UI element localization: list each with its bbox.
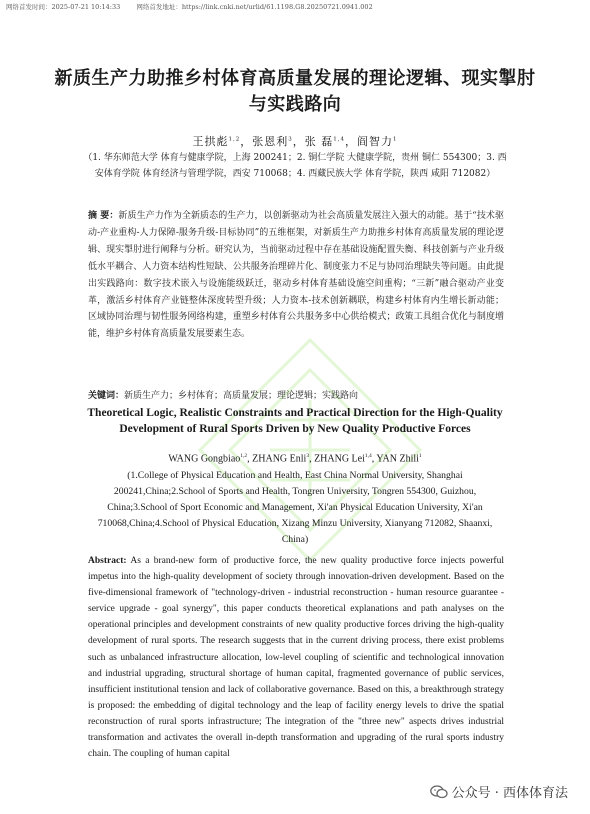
download-address: 网络首发地址：https://link.cnki.net/urlid/61.1198.G8.20250721.0941.002 xyxy=(136,3,373,11)
author-affil-mark: 1,4 xyxy=(364,453,372,459)
affiliations-en: (1.College of Physical Education and Health, East China Normal University, Shanghai 200241,China;2.School of Sports and Health, Tongren University, Tongren 554300, Guizhou, China;3.School of Sport Economic and Management, Xi'an Physical Education University, Xi'an 710068,China;4.School of Physical Education, Xizang Minzu University, Xianyang 712082, Shaanxi, China) xyxy=(97,470,493,545)
abstract-text-en: As a brand-new form of productive force, the new quality productive force injects powerful impetus into the high-quality development of society through innovation-driven development. Based on the five-dimensional framework of "technology-driven - industrial reconstruction - human resource guarantee - service upgrade - goal synergy", this paper conducts theoretical explanations and path analyses on the operational principles and development constraints of new quality productive forces driving the high-quality development of rural sports. The research suggests that in the current driving process, there exist problems such as unbalanced infrastructure allocation, low-level coupling of scientific and technological innovation and industrial upgrading, structural shortage of human capital, fragmented governance of public services, insufficient institutional tension and lack of collaborative governance. Based on this, a breakthrough strategy is proposed: the embedding of digital technology and the leap of facility energy levels to drive the spatial reconstruction of rural sports infrastructure; The integration of the "three new" aspects drives industrial transformation and activates the overall in-depth transformation and upgrading of the rural sports industry chain. The coupling of human capital xyxy=(88,556,504,760)
author-affil-mark: 1,2 xyxy=(228,136,241,143)
abstract-label-en: Abstract: xyxy=(88,556,127,566)
author-affil-mark: 3 xyxy=(306,453,310,459)
author-name: 张 磊 xyxy=(304,135,334,148)
author-name: WANG Gongbiao xyxy=(168,453,241,465)
author-name: 阎智力 xyxy=(357,135,393,148)
author-name: 王拱彪 xyxy=(192,135,229,148)
wechat-icon xyxy=(430,785,448,799)
affiliations-zh: （1. 华东师范大学 体育与健康学院，上海 200241；2. 铜仁学院 大健康学院，贵州 铜仁 554300；3. 西安体育学院 体育经济与管理学院，西安 710068；4. 西藏民族大学 体育学院，陕西 咸阳 712082） xyxy=(83,153,507,179)
paper-title-zh: 新质生产力助推乡村体育高质量发展的理论逻辑、现实掣肘与实践路向 xyxy=(54,68,536,115)
keywords-label-zh: 关键词： xyxy=(88,391,125,401)
author-affil-mark: 3 xyxy=(288,136,293,143)
author-affil-mark: 1,2 xyxy=(240,453,248,459)
abstract-zh xyxy=(88,208,504,343)
author-name: YAN Zhili xyxy=(376,453,419,465)
author-name: ZHANG Lei xyxy=(314,453,365,465)
wechat-watermark xyxy=(426,780,572,803)
paper-title-en: Theoretical Logic, Realistic Constraints and Practical Direction for the High-Quality Development of Rural Sports Driven by New Quality Productive Forces xyxy=(87,407,503,435)
author-affil-mark: 1,4 xyxy=(333,136,345,143)
watermark-text: 公众号 · 西体体育法 xyxy=(451,786,568,801)
author-list-zh: 王拱彪$^{1,2}$，张恩利$^3$，张 磊$^{1,4}$，阎智力$^1$ xyxy=(192,135,398,148)
abstract-text-zh: 新质生产力作为全新质态的生产力，以创新驱动为社会高质量发展注入强大的动能。基于“技术驱动-产业重构-人力保障-服务升级-目标协同”的五维框架，对新质生产力助推乡村体育高质量发展的理论逻辑、现实掣肘进行阐释与分析。研究认为，当前驱动过程中存在基础设施配置失衡、科技创新与产业升级低水平耦合、人力资本结构性短缺、公共服务治理碎片化、制度张力不足与协同治理缺失等问题。由此提出实践路向：数字技术嵌入与设施能级跃迁，驱动乡村体育基础设施空间重构；“三新”融合驱动产业变革，激活乡村体育产业链整体深度转型升级；人力资本-技术创新耦联，构建乡村体育内生增长新动能；区域协同治理与韧性服务网络构建，重塑乡村体育公共服务多中心供给模式；政策工具组合优化与制度增能，维护乡村体育高质量发展要素生态。 xyxy=(88,211,504,340)
download-time: 网络首发时间：2025-07-21 10:14:33 xyxy=(6,3,121,11)
keywords-zh xyxy=(88,389,504,403)
author-name: ZHANG Enli xyxy=(252,453,307,465)
abstract-label-zh: 摘 要： xyxy=(88,211,119,221)
download-header xyxy=(6,2,387,11)
author-affil-mark: 1 xyxy=(418,453,422,459)
author-affil-mark: 1 xyxy=(393,136,398,143)
keywords-text-zh: 新质生产力；乡村体育；高质量发展；理论逻辑；实践路向 xyxy=(124,391,359,401)
author-list-en: WANG Gongbiao$^{1,2}$, ZHANG Enli$^3$, ZHANG Lei$^{1,4}$, YAN Zhili$^1$ xyxy=(168,453,422,465)
abstract-en xyxy=(88,553,504,762)
author-name: 张恩利 xyxy=(252,135,289,148)
